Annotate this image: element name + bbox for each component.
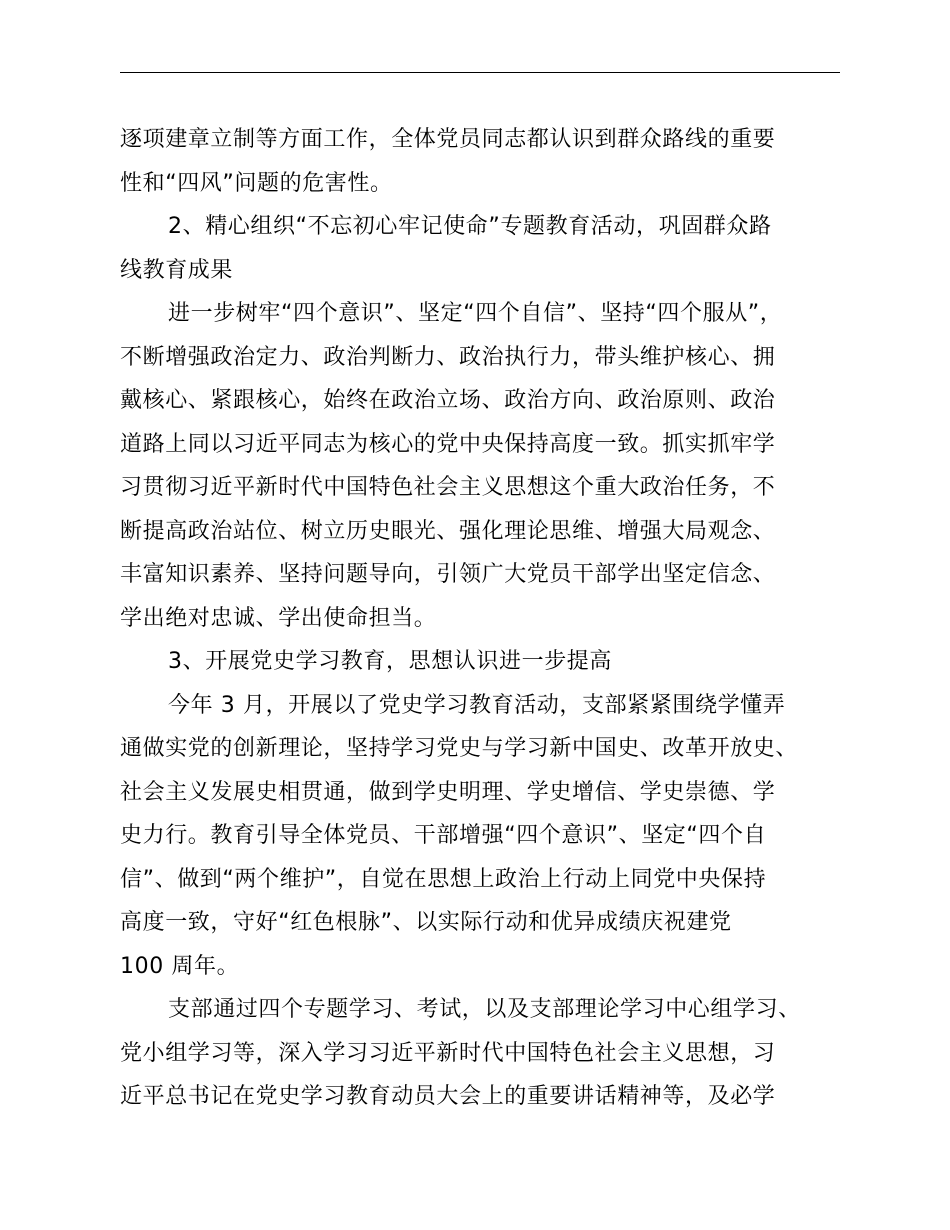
document-body bbox=[120, 118, 840, 1119]
text-line: 学出绝对忠诚、学出使命担当。 bbox=[120, 605, 437, 631]
paragraph-start: 进一步树牢“四个意识”、坚定“四个自信”、坚持“四个服从”， bbox=[168, 301, 783, 326]
text-line: 党小组学习等，深入学习习近平新时代中国特色社会主义思想，习 bbox=[120, 1040, 776, 1066]
text-line: 线教育成果 bbox=[120, 257, 234, 283]
text-line: 性和“四风”问题的危害性。 bbox=[120, 170, 393, 196]
section-heading-2: 2、精心组织“不忘初心牢记使命”专题教育活动，巩固群众路 bbox=[168, 214, 772, 239]
text-line: 高度一致，守好“红色根脉”、以实际行动和优异成绩庆祝建党 bbox=[120, 910, 732, 935]
text-line: 不断增强政治定力、政治判断力、政治执行力，带头维护核心、拥 bbox=[120, 344, 776, 370]
section-heading-3: 3、开展党史学习教育，思想认识进一步提高 bbox=[168, 649, 612, 674]
text-line: 逐项建章立制等方面工作，全体党员同志都认识到群众路线的重要 bbox=[120, 127, 776, 152]
text-line: 社会主义发展史相贯通，做到学史明理、学史增信、学史崇德、学 bbox=[120, 779, 776, 805]
text-line: 通做实党的创新理论，坚持学习党史与学习新中国史、改革开放史、 bbox=[120, 736, 799, 761]
text-line: 丰富知识素养、坚持问题导向，引领广大党员干部学出坚定信念、 bbox=[120, 562, 776, 587]
text-line: 史力行。教育引导全体党员、干部增强“四个意识”、坚定“四个自 bbox=[120, 823, 767, 848]
text-line: 100 周年。 bbox=[120, 953, 240, 979]
text-line: 信”、做到“两个维护”，自觉在思想上政治上行动上同党中央保持 bbox=[120, 866, 767, 892]
text-line: 戴核心、紧跟核心，始终在政治立场、政治方向、政治原则、政治 bbox=[120, 388, 776, 413]
text-line: 道路上同以习近平同志为核心的党中央保持高度一致。抓实抓牢学 bbox=[120, 431, 776, 457]
text-line: 近平总书记在党史学习教育动员大会上的重要讲话精神等，及必学 bbox=[120, 1084, 776, 1109]
paragraph-start: 今年 3 月，开展以了党史学习教育活动，支部紧紧围绕学懂弄 bbox=[168, 692, 786, 718]
paragraph-start: 支部通过四个专题学习、考试，以及支部理论学习中心组学习、 bbox=[168, 997, 801, 1022]
header-rule bbox=[120, 72, 840, 73]
text-line: 断提高政治站位、树立历史眼光、强化理论思维、增强大局观念、 bbox=[120, 518, 776, 544]
text-line: 习贯彻习近平新时代中国特色社会主义思想这个重大政治任务，不 bbox=[120, 475, 776, 500]
